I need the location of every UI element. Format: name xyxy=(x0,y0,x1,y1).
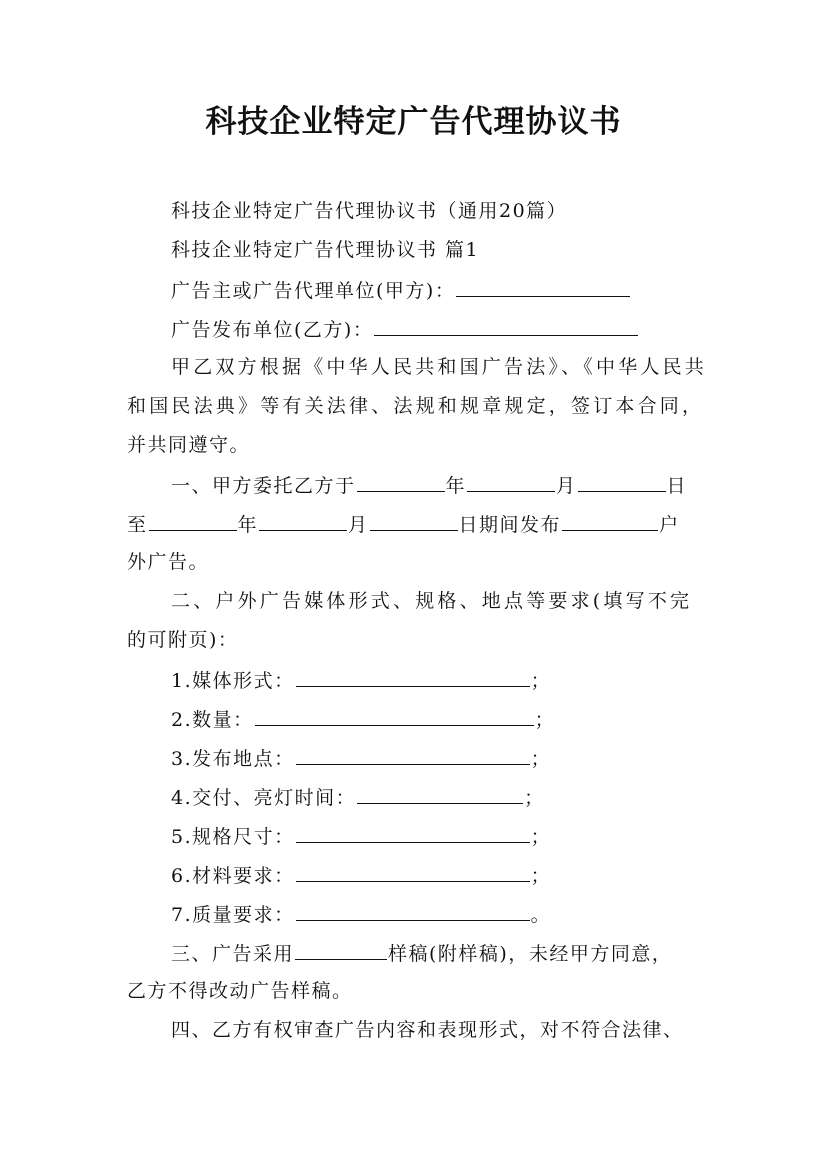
item-delivery-semicolon: ； xyxy=(524,787,545,809)
clause-1-count-blank xyxy=(562,510,658,531)
item-quantity-semicolon: ； xyxy=(534,709,556,731)
clause-1-day: 日 xyxy=(666,475,688,497)
article-heading: 科技企业特定广告代理协议书 篇1 xyxy=(171,239,480,261)
party-a-blank xyxy=(456,276,630,297)
clause-1-month-blank xyxy=(467,471,555,492)
party-b-label: 广告发布单位(乙方)： xyxy=(171,319,374,341)
item-quality-label: 7.质量要求： xyxy=(171,904,295,926)
item-size-blank xyxy=(296,822,530,843)
intro-line-1: 甲乙双方根据《中华人民共和国广告法》、《中华人民共 xyxy=(171,356,708,378)
clause-2-line-2: 的可附页)： xyxy=(127,629,239,651)
item-quantity xyxy=(171,705,555,733)
clause-3-text-b: 样稿(附样稿)，未经甲方同意， xyxy=(388,943,673,965)
party-a-line xyxy=(171,276,631,304)
clause-1-month: 月 xyxy=(556,475,577,497)
clause-2-line-1: 二、户外广告媒体形式、规格、地点等要求(填写不完 xyxy=(171,590,693,612)
item-location-blank xyxy=(296,744,530,765)
item-media-form-label: 1.媒体形式： xyxy=(171,670,295,692)
item-location-semicolon: ； xyxy=(530,748,552,770)
party-b-line xyxy=(171,315,639,343)
item-quality xyxy=(171,900,551,928)
item-material xyxy=(171,861,551,889)
clause-1-day2-blank xyxy=(370,510,458,531)
clause-1-year-blank xyxy=(357,471,445,492)
item-material-semicolon: ； xyxy=(530,865,552,887)
item-media-form-semicolon: ； xyxy=(530,670,552,692)
item-size-semicolon: ； xyxy=(530,826,552,848)
item-material-blank xyxy=(296,861,530,882)
item-delivery-blank xyxy=(357,783,523,804)
clause-1-period: 日期间发布 xyxy=(458,514,562,536)
item-material-label: 6.材料要求： xyxy=(171,865,295,887)
clause-1-year2: 年 xyxy=(237,514,259,536)
clause-1-to: 至 xyxy=(127,514,148,536)
clause-1-line-3: 外广告。 xyxy=(127,551,210,573)
item-media-form xyxy=(171,666,551,694)
clause-4-line-1: 四、乙方有权审查广告内容和表现形式，对不符合法律、 xyxy=(171,1019,684,1041)
clause-1-month2-blank xyxy=(259,510,347,531)
clause-1-line-2 xyxy=(127,510,680,538)
clause-1-year: 年 xyxy=(445,475,467,497)
clause-1-day-blank xyxy=(578,471,666,492)
clause-3-line-2: 乙方不得改动广告样稿。 xyxy=(127,980,353,1002)
intro-line-3: 并共同遵守。 xyxy=(127,434,251,456)
item-delivery xyxy=(171,783,545,811)
clause-3-text-a: 三、广告采用 xyxy=(171,943,295,965)
clause-3-line-1 xyxy=(171,939,672,967)
item-location-label: 3.发布地点： xyxy=(171,748,295,770)
item-delivery-label: 4.交付、亮灯时间： xyxy=(171,787,357,809)
clause-1-hu: 户 xyxy=(659,514,680,536)
clause-1-month2: 月 xyxy=(348,514,369,536)
item-size xyxy=(171,822,551,850)
item-quantity-label: 2.数量： xyxy=(171,709,254,731)
item-quality-period: 。 xyxy=(530,904,552,926)
item-size-label: 5.规格尺寸： xyxy=(171,826,295,848)
item-quantity-blank xyxy=(255,705,534,726)
clause-3-blank xyxy=(295,939,387,960)
clause-1-line-1 xyxy=(171,471,687,499)
item-quality-blank xyxy=(296,900,530,921)
party-b-blank xyxy=(374,315,638,336)
item-media-form-blank xyxy=(296,666,530,687)
intro-line-2: 和国民法典》等有关法律、法规和规章规定，签订本合同， xyxy=(127,395,705,417)
clause-1-year2-blank xyxy=(149,510,237,531)
party-a-label: 广告主或广告代理单位(甲方)： xyxy=(171,280,456,302)
item-location xyxy=(171,744,551,772)
clause-1-text: 一、甲方委托乙方于 xyxy=(171,475,356,497)
document-subtitle: 科技企业特定广告代理协议书（通用20篇） xyxy=(171,200,568,222)
document-title: 科技企业特定广告代理协议书 xyxy=(205,104,622,140)
